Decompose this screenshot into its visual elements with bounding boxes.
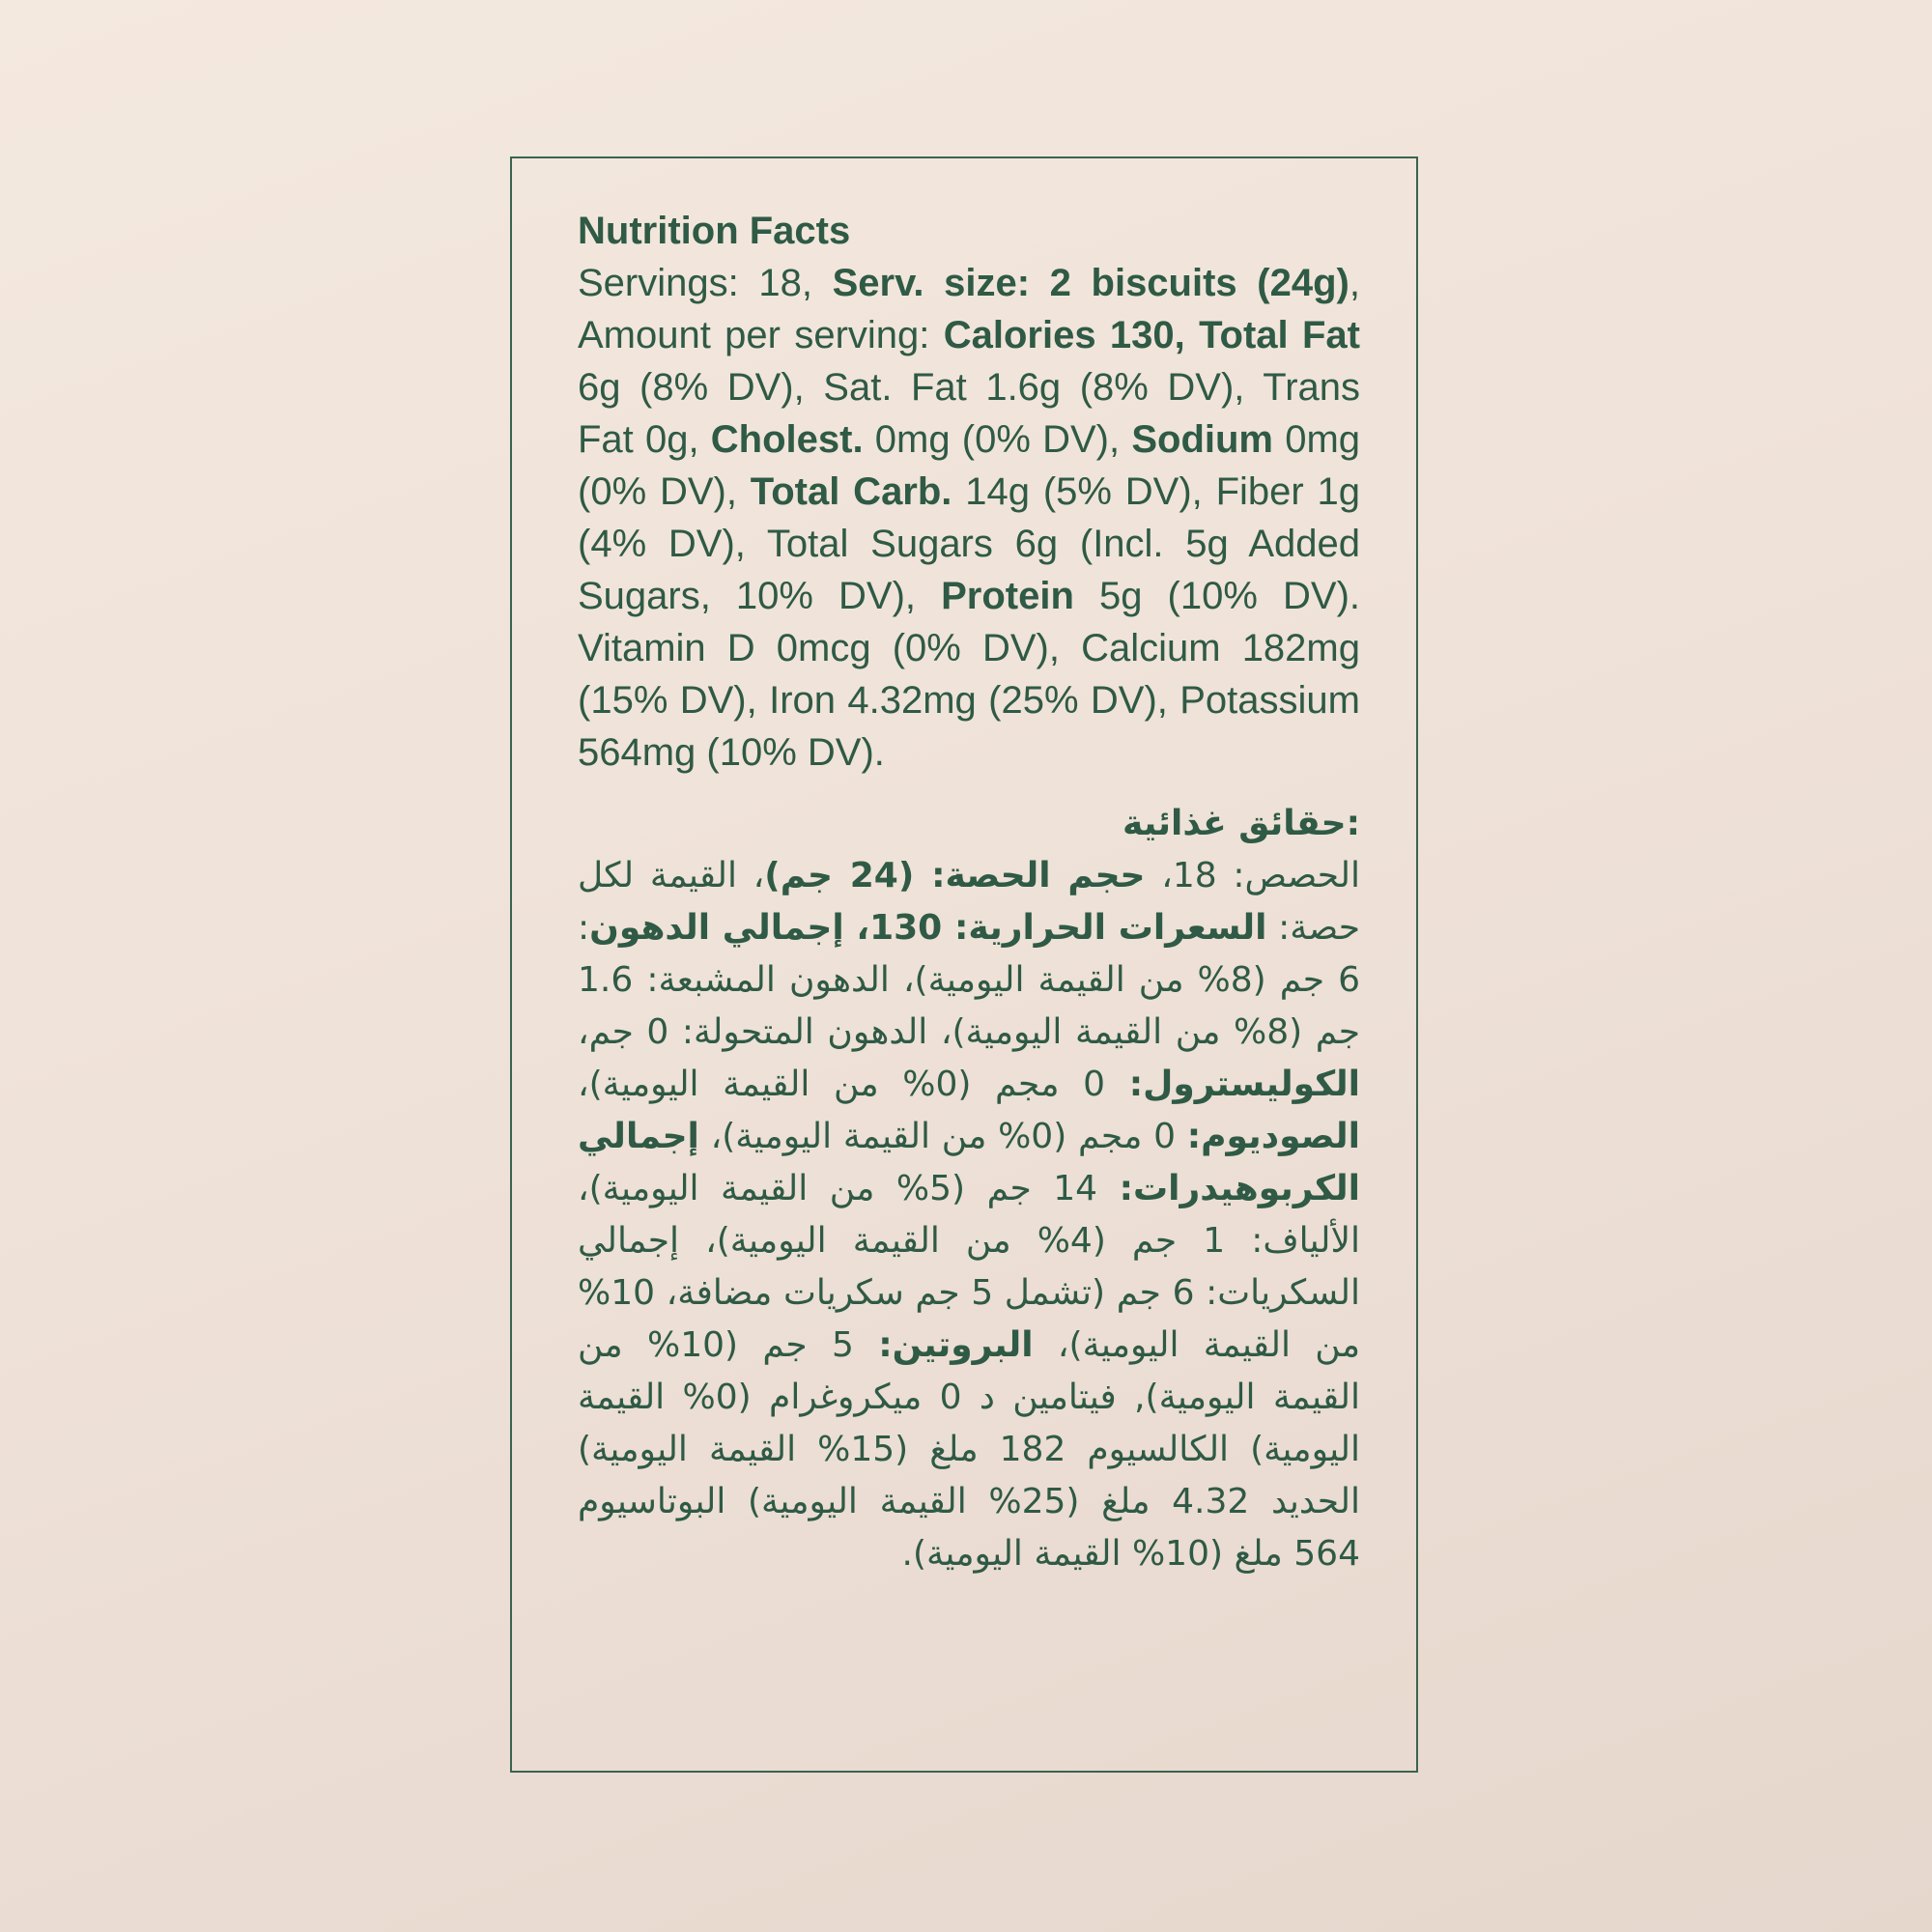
en-segment: 14g (5% DV), Fiber 1g (4% DV), Total Sugars 6g (Incl. 5g Added Sugars, 10% DV), bbox=[578, 470, 1361, 617]
en-segment: Servings: 18, bbox=[578, 262, 833, 304]
ar-segment-bold: حجم الحصة: (24 جم) bbox=[764, 856, 1146, 895]
ar-segment: ، القيمة لكل حصة: bbox=[578, 856, 1360, 948]
en-segment-bold: Total Carb. bbox=[750, 470, 952, 513]
en-segment: 5g (10% DV). Vitamin D 0mcg (0% DV), Calcium 182mg (15% DV), Iron 4.32mg (25% DV), Potassium 564mg (10% DV). bbox=[578, 575, 1361, 774]
ar-segment-bold: السعرات الحرارية: 130، إجمالي الدهون bbox=[589, 908, 1267, 948]
ar-segment-bold: البروتين: bbox=[878, 1325, 1034, 1365]
ar-segment: 0 مجم (0% من القيمة اليومية)، bbox=[698, 1117, 1187, 1156]
en-segment: , Amount per serving: bbox=[578, 262, 1360, 356]
ar-segment-bold: إجمالي الكربوهيدرات: bbox=[578, 1117, 1360, 1208]
ar-segment: 5 جم (10% من القيمة اليومية), فيتامين د 0 ميكروغرام (0% القيمة اليومية) الكالسيوم 182 ملغ (15% القيمة اليومية) الحديد 4.32 ملغ (25% القيمة اليومية) البوتاسيوم 564 ملغ (10% القيمة اليومية). bbox=[578, 1325, 1360, 1574]
en-segment: 6g (8% DV), Sat. Fat 1.6g (8% DV), Trans Fat 0g, bbox=[578, 366, 1360, 461]
arabic-title: :حقائق غذائية bbox=[1122, 804, 1360, 843]
ar-segment-bold: الصوديوم: bbox=[1186, 1117, 1360, 1156]
arabic-nutrition-text bbox=[578, 850, 1360, 1580]
en-segment-bold: Protein bbox=[941, 575, 1074, 617]
en-segment: 0mg (0% DV), bbox=[863, 418, 1132, 461]
english-title: Nutrition Facts bbox=[578, 210, 851, 252]
ar-segment: : 6 جم (8% من القيمة اليومية)، الدهون المشبعة: 1.6 جم (8% من القيمة اليومية)، الدهون المتحولة: 0 جم، bbox=[578, 908, 1360, 1052]
en-segment-bold: Calories 130, Total Fat bbox=[943, 314, 1360, 356]
ar-segment: 14 جم (5% من القيمة اليومية)، الألياف: 1 جم (4% من القيمة اليومية)، إجمالي السكريات: 6 جم (تشمل 5 جم سكريات مضافة، 10% من القيمة اليومية)، bbox=[578, 1169, 1360, 1365]
ar-segment: 0 مجم (0% من القيمة اليومية)، bbox=[578, 1065, 1129, 1104]
en-segment-bold: Serv. size: 2 biscuits (24g) bbox=[832, 262, 1350, 304]
ar-segment: الحصص: 18، bbox=[1145, 856, 1361, 895]
ar-segment-bold: الكوليسترول: bbox=[1128, 1065, 1360, 1104]
nutrition-label-box bbox=[510, 156, 1418, 1773]
nutrition-label-content bbox=[578, 205, 1360, 1580]
english-nutrition-text bbox=[578, 257, 1360, 779]
en-segment-bold: Sodium bbox=[1131, 418, 1273, 461]
en-segment-bold: Cholest. bbox=[710, 418, 864, 461]
en-segment: 0mg (0% DV), bbox=[578, 418, 1361, 513]
